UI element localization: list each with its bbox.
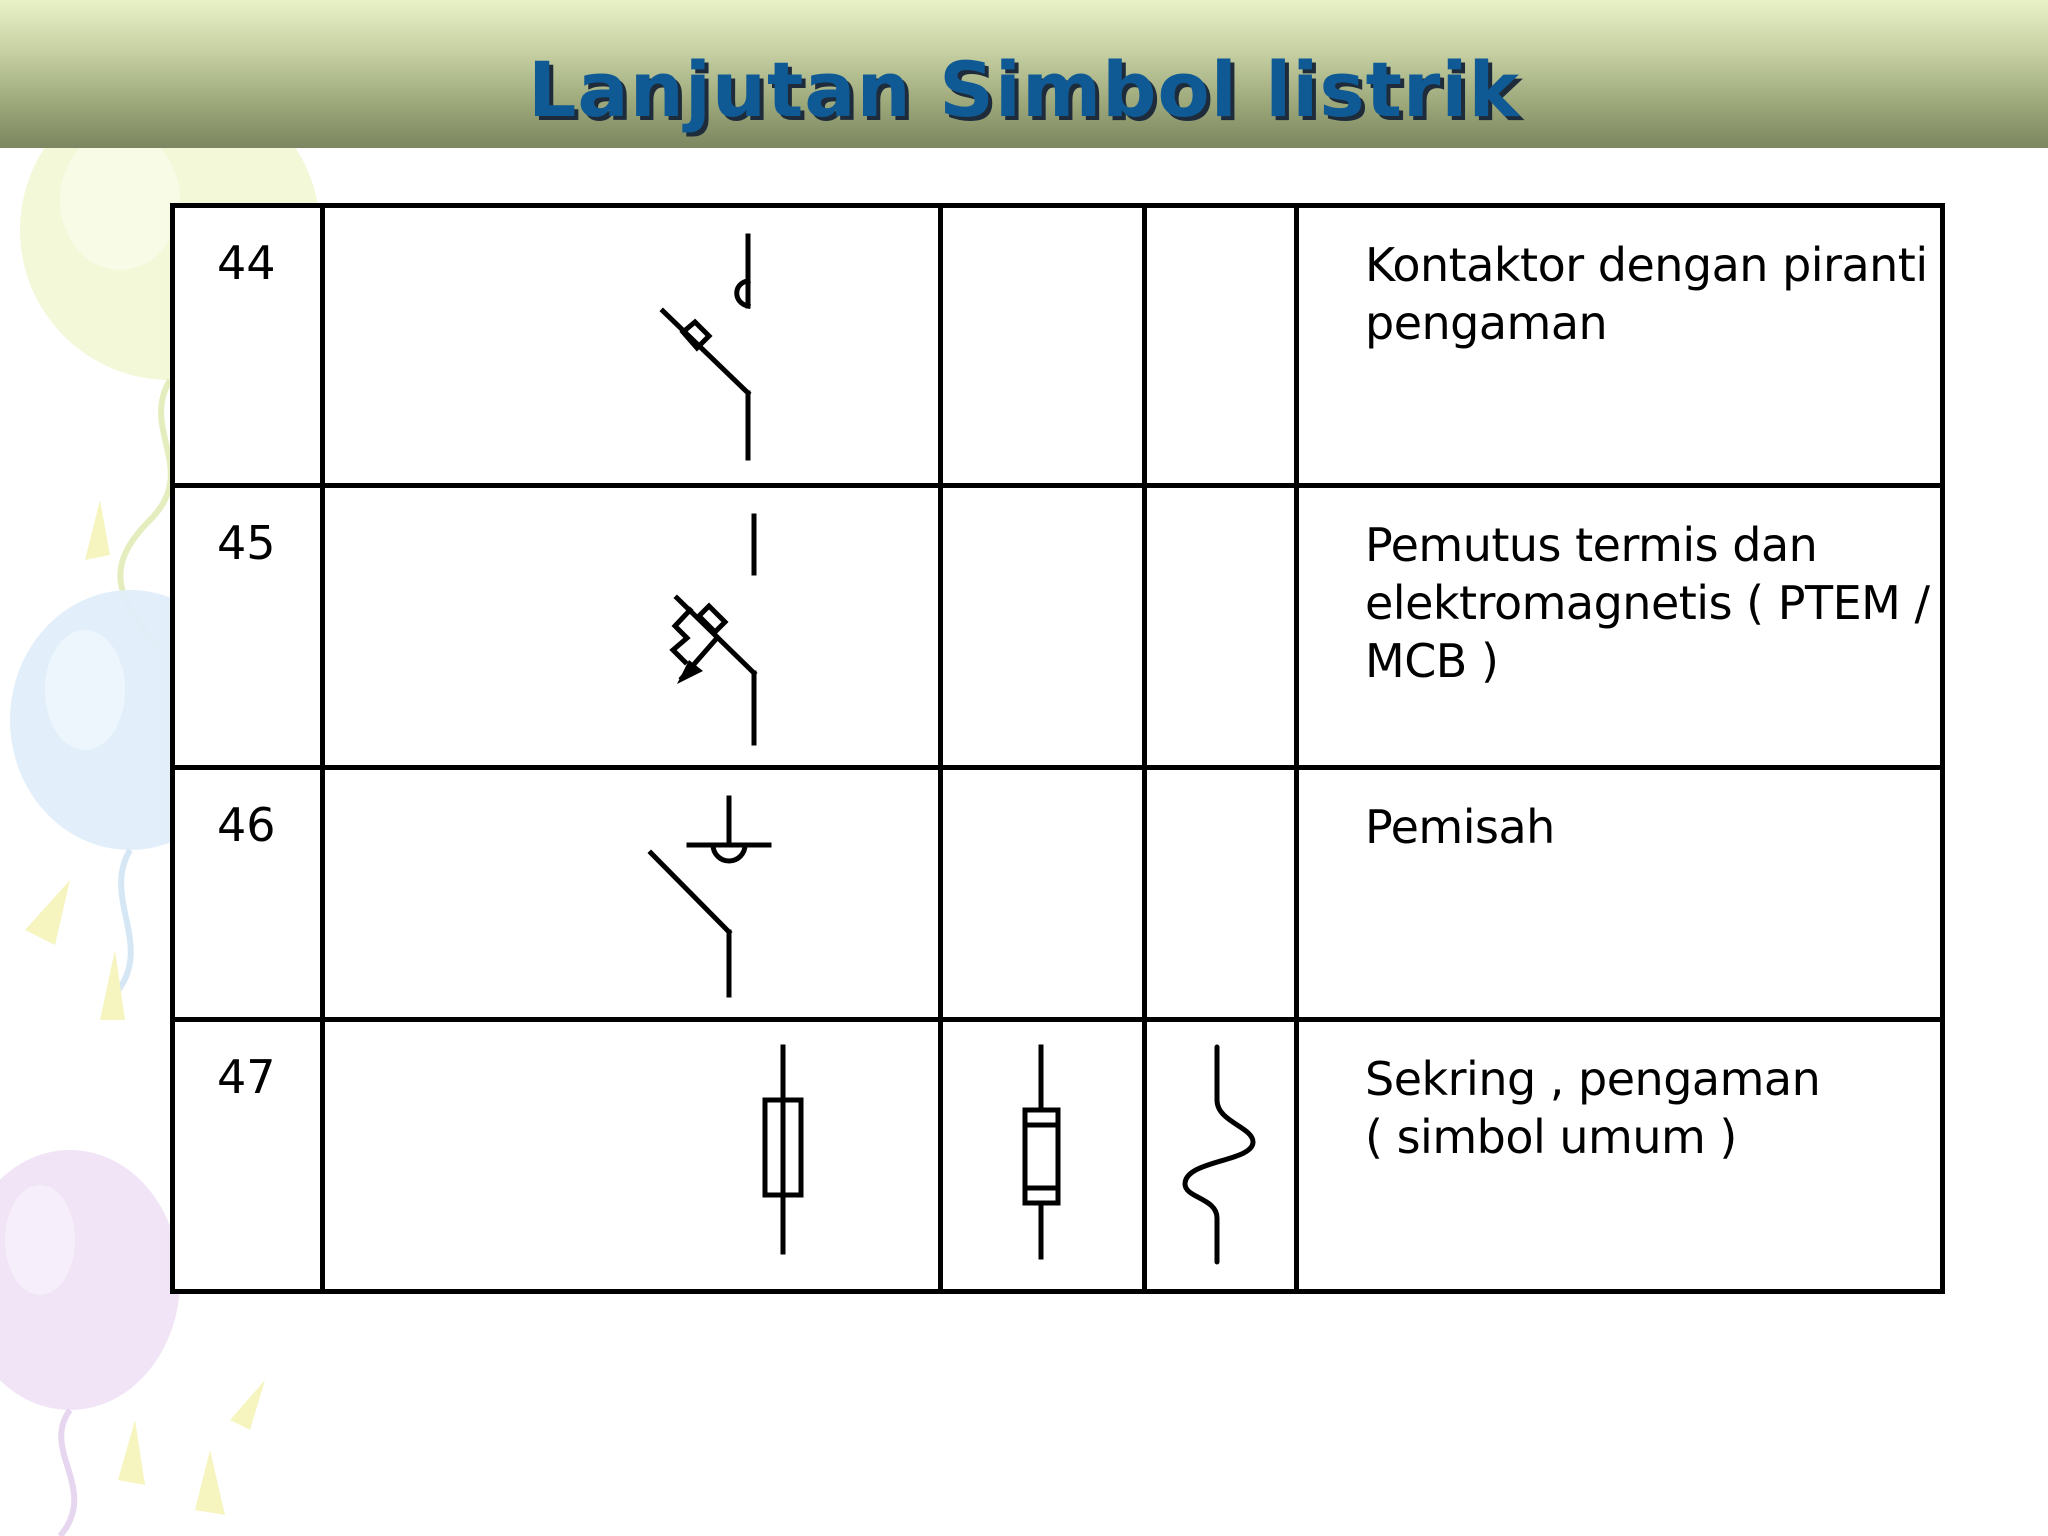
symbol-cell	[941, 206, 1145, 486]
description	[1299, 488, 1940, 690]
table-row	[173, 486, 1943, 768]
disconnector-symbol	[325, 770, 933, 1012]
fuse-symbol	[325, 1022, 933, 1284]
description-line: pengaman	[1365, 296, 1608, 350]
symbol-cell	[323, 206, 941, 486]
description-cell	[1297, 1020, 1943, 1292]
symbol-cell	[323, 768, 941, 1020]
number-cell	[173, 1020, 323, 1292]
description-line: Sekring , pengaman	[1365, 1052, 1821, 1106]
fuse-alt-symbol	[943, 1022, 1137, 1284]
symbol-table-container	[170, 203, 1940, 1293]
symbol-cell	[323, 1020, 941, 1292]
description-cell	[1297, 206, 1943, 486]
description	[1299, 208, 1940, 352]
table-row	[173, 768, 1943, 1020]
description	[1299, 770, 1940, 856]
number-cell	[173, 486, 323, 768]
symbol-cell	[941, 486, 1145, 768]
number-cell	[173, 768, 323, 1020]
row-number: 46	[217, 798, 276, 852]
symbol-cell	[1145, 1020, 1297, 1292]
description-line: Pemisah	[1365, 800, 1555, 854]
symbol-cell	[941, 768, 1145, 1020]
description-cell	[1297, 486, 1943, 768]
table-row	[173, 206, 1943, 486]
description-line: MCB )	[1365, 634, 1499, 688]
symbol-cell	[1145, 486, 1297, 768]
table-row	[173, 1020, 1943, 1292]
description	[1299, 1022, 1940, 1166]
symbol-cell	[1145, 206, 1297, 486]
description-line: ( simbol umum )	[1365, 1110, 1737, 1164]
fuse-wave-symbol	[1147, 1022, 1289, 1284]
description-line: Kontaktor dengan piranti	[1365, 238, 1928, 292]
symbol-cell	[323, 486, 941, 768]
description-line: Pemutus termis dan	[1365, 518, 1818, 572]
row-number: 47	[217, 1050, 276, 1104]
number-cell	[173, 206, 323, 486]
row-number: 45	[217, 516, 276, 570]
contactor-with-protection-symbol	[325, 208, 933, 478]
symbol-cell	[941, 1020, 1145, 1292]
slide-title: Lanjutan Simbol listrik	[528, 45, 1520, 134]
symbol-table	[170, 203, 1945, 1294]
row-number: 44	[217, 236, 276, 290]
thermal-magnetic-breaker-symbol	[325, 488, 933, 760]
description-cell	[1297, 768, 1943, 1020]
symbol-cell	[1145, 768, 1297, 1020]
description-line: elektromagnetis ( PTEM /	[1365, 576, 1930, 630]
